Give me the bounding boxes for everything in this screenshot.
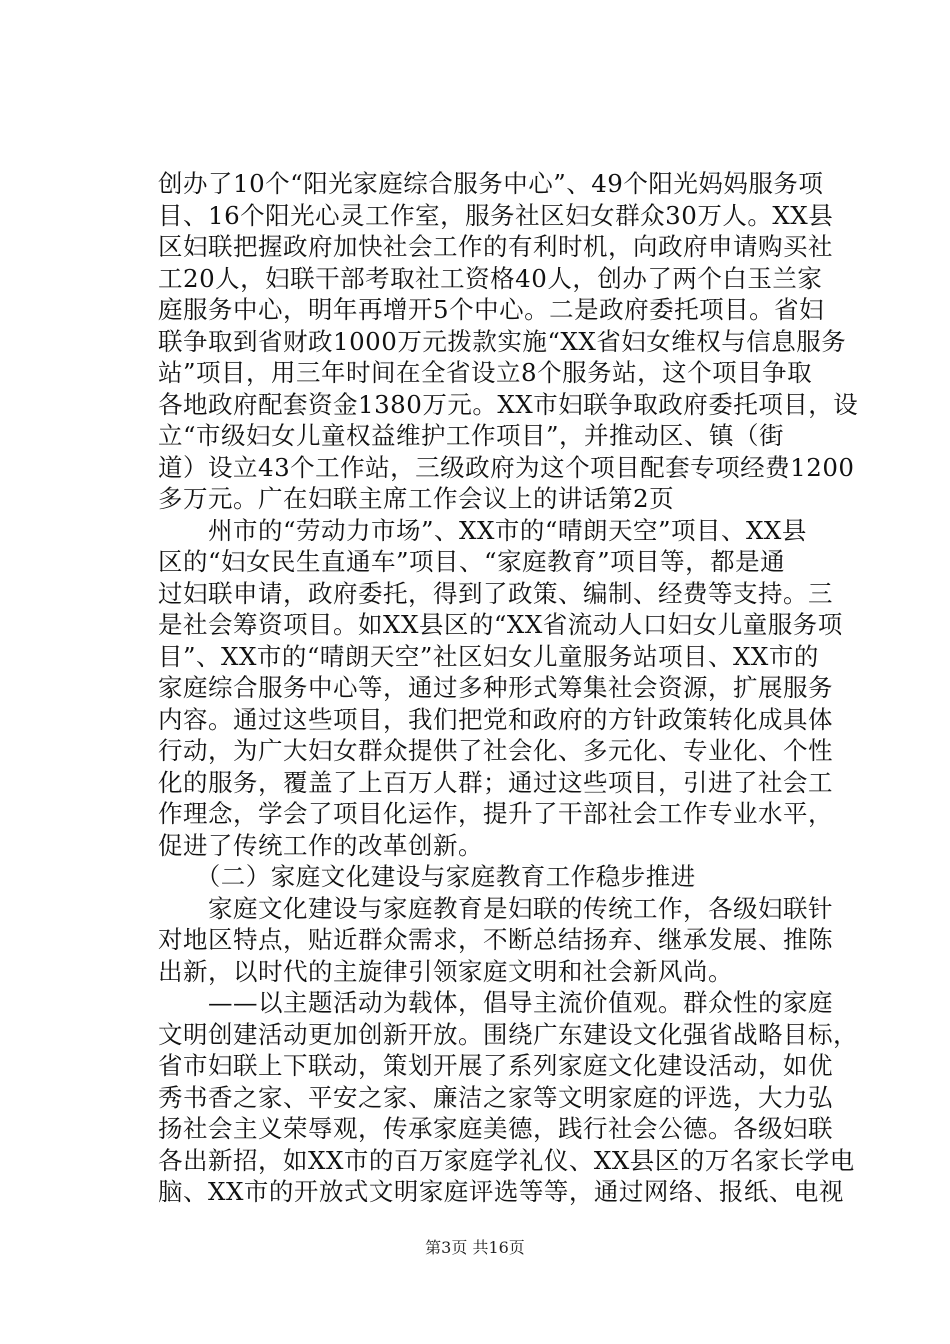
text-line: 秀书香之家、平安之家、廉洁之家等文明家庭的评选，大力弘 — [158, 1082, 833, 1112]
text-line: 脑、XX市的开放式文明家庭评选等等，通过网络、报纸、电视 — [158, 1177, 844, 1206]
text-line: 道）设立43个工作站，三级政府为这个项目配套专项经费1200 — [158, 452, 855, 482]
text-line: 站”项目，用三年时间在全省设立8个服务站，这个项目争取 — [158, 358, 813, 387]
text-line: 区的“妇女民生直通车”项目、“家庭教育”项目等，都是通 — [158, 547, 786, 576]
text-line: 出新，以时代的主旋律引领家庭文明和社会新风尚。 — [158, 956, 733, 986]
text-line: 促进了传统工作的改革创新。 — [158, 830, 483, 860]
text-line: 区妇联把握政府加快社会工作的有利时机，向政府申请购买社 — [158, 232, 833, 261]
text-line: 创办了10个“阳光家庭综合服务中心”、49个阳光妈妈服务项 — [158, 169, 824, 198]
text-line: 是社会筹资项目。如XX县区的“XX省流动人口妇女儿童服务项 — [158, 610, 843, 639]
text-line: 对地区特点，贴近群众需求，不断总结扬弃、继承发展、推陈 — [158, 925, 833, 954]
text-line: 内容。通过这些项目，我们把党和政府的方针政策转化成具体 — [158, 704, 833, 734]
text-line: 多万元。广在妇联主席工作会议上的讲话第2页 — [158, 484, 675, 513]
text-line: 过妇联申请，政府委托，得到了政策、编制、经费等支持。三 — [158, 578, 833, 608]
text-line: 各地政府配套资金1380万元。XX市妇联争取政府委托项目，设 — [158, 389, 859, 419]
text-line: 作理念，学会了项目化运作，提升了干部社会工作专业水平， — [158, 799, 833, 828]
text-line: 文明创建活动更加创新开放。围绕广东建设文化强省战略目标， — [158, 1019, 858, 1049]
text-line: 化的服务，覆盖了上百万人群；通过这些项目，引进了社会工 — [158, 767, 833, 797]
text-line: 省市妇联上下联动，策划开展了系列家庭文化建设活动，如优 — [158, 1051, 833, 1080]
text-line: 目”、XX市的“晴朗天空”社区妇女儿童服务站项目、XX市的 — [158, 641, 819, 671]
text-line: ——以主题活动为载体，倡导主流价值观。群众性的家庭 — [158, 988, 833, 1017]
text-line: 州市的“劳动力市场”、XX市的“晴朗天空”项目、XX县 — [158, 515, 807, 545]
text-line: 家庭文化建设与家庭教育是妇联的传统工作，各级妇联针 — [158, 893, 833, 923]
text-line: 庭服务中心，明年再增开5个中心。二是政府委托项目。省妇 — [158, 295, 825, 324]
text-line: 家庭综合服务中心等，通过多种形式筹集社会资源，扩展服务 — [158, 673, 833, 702]
text-line: 扬社会主义荣辱观，传承家庭美德，践行社会公德。各级妇联 — [158, 1114, 833, 1143]
text-line: 联争取到省财政1000万元拨款实施“XX省妇女维权与信息服务 — [158, 326, 847, 356]
page-footer: 第3页 共16页 — [425, 1238, 525, 1257]
text-line: 各出新招，如XX市的百万家庭学礼仪、XX县区的万名家长学电 — [158, 1145, 855, 1175]
text-line: 立“市级妇女儿童权益维护工作项目”，并推动区、镇（街 — [158, 421, 785, 450]
section-heading: （二）家庭文化建设与家庭教育工作稳步推进 — [158, 862, 696, 891]
text-line: 目、16个阳光心灵工作室，服务社区妇女群众30万人。XX县 — [158, 200, 834, 230]
text-line: 工20人，妇联干部考取社工资格40人，创办了两个白玉兰家 — [158, 263, 823, 293]
text-line: 行动，为广大妇女群众提供了社会化、多元化、专业化、个性 — [158, 736, 833, 765]
